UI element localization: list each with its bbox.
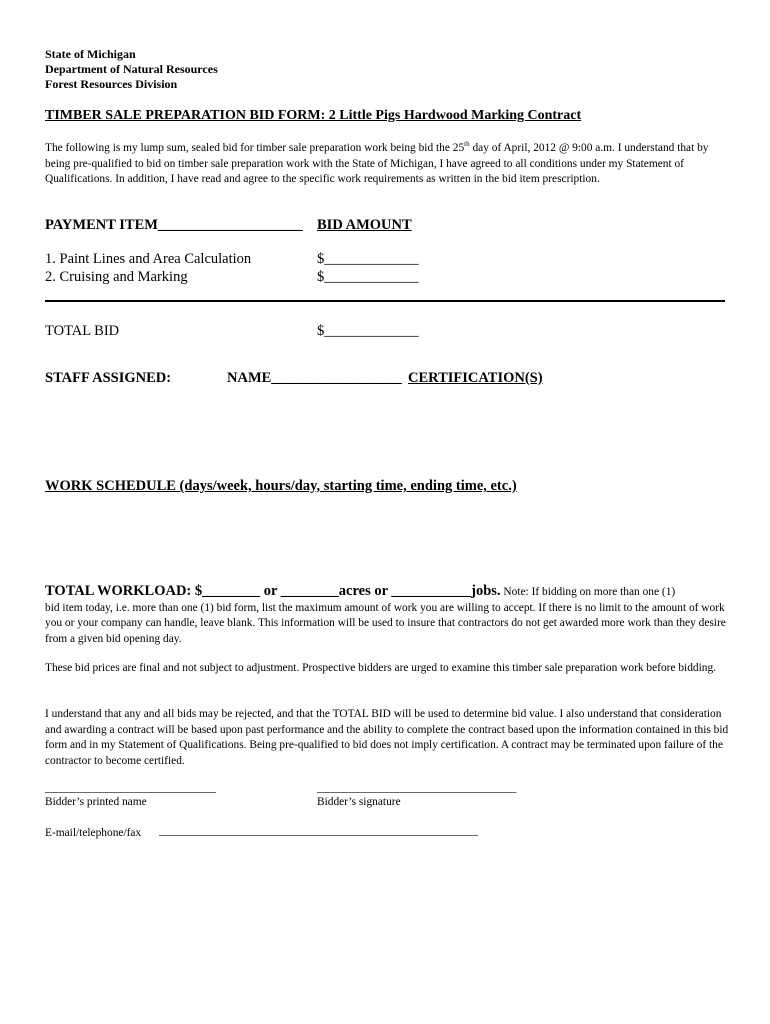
contact-label: E-mail/telephone/fax: [45, 827, 142, 839]
agency-department: Department of Natural Resources: [45, 62, 218, 76]
form-title: TIMBER SALE PREPARATION BID FORM: 2 Little Pigs Hardwood Marking Contract: [45, 108, 582, 123]
signature-label: Bidder’s signature: [317, 796, 401, 808]
total-workload-section: [45, 584, 730, 647]
bid-amount-header: BID AMOUNT: [317, 217, 412, 233]
staff-assigned-label: STAFF ASSIGNED:: [45, 370, 172, 386]
work-schedule-header: WORK SCHEDULE (days/week, hours/day, starting time, ending time, etc.): [45, 478, 517, 494]
total-bid-amount-field[interactable]: $_____________: [317, 323, 419, 339]
printed-name-label: Bidder’s printed name: [45, 796, 147, 808]
total-workload-label: TOTAL WORKLOAD: $________ or ________acres or ___________jobs.: [45, 583, 501, 599]
contact-field-line[interactable]: ________________________________________________________: [159, 825, 478, 837]
intro-paragraph: The following is my lump sum, sealed bid for timber sale preparation work being bid the 25th day of April, 2012 @ 9:00 a.m. I understand that by being pre-qualified to bid on timber sale preparation work with the State of Michigan, I have agreed to all conditions under my Statement of Qualifications. In addition, I have read and agree to the specific work requirements as written in the bid item prescription.: [45, 140, 709, 185]
payment-item-header: PAYMENT ITEM____________________: [45, 217, 303, 233]
agency-division: Forest Resources Division: [45, 77, 178, 91]
total-bid-label: TOTAL BID: [45, 323, 120, 339]
final-prices-paragraph: These bid prices are final and not subject to adjustment. Prospective bidders are urged to examine this timber sale preparation work before bidding.: [45, 662, 717, 674]
payment-item-2-amount-field[interactable]: $_____________: [317, 269, 419, 285]
staff-certification-header: CERTIFICATION(S): [408, 370, 543, 386]
printed-name-line[interactable]: ______________________________: [45, 782, 216, 794]
staff-name-header: NAME__________________: [227, 370, 402, 386]
section-divider: [45, 300, 725, 302]
payment-item-2-label: 2. Cruising and Marking: [45, 269, 188, 285]
workload-note-lead: Note: If bidding on more than one (1): [500, 586, 676, 598]
workload-note: bid item today, i.e. more than one (1) bid form, list the maximum amount of work you are willing to accept. If there is no limit to the amount of work you or your company can handle, leave blank. This information will be used to insure that contractors do not get awarded more work than they desire from a given bid opening day.: [45, 601, 726, 645]
understanding-paragraph: I understand that any and all bids may be rejected, and that the TOTAL BID will be used to determine bid value. I also understand that consideration and awarding a contract will be based upon past performance and the ability to complete the contract based upon the information contained in this bid form and in my Statement of Qualifications. Being pre-qualified to bid does not imply certification. A contract may be terminated upon failure of the contractor to become certified.: [45, 708, 729, 767]
payment-item-1-amount-field[interactable]: $_____________: [317, 251, 419, 267]
agency-state: State of Michigan: [45, 47, 136, 61]
payment-item-1-label: 1. Paint Lines and Area Calculation: [45, 251, 252, 267]
signature-line[interactable]: ___________________________________: [317, 782, 517, 794]
